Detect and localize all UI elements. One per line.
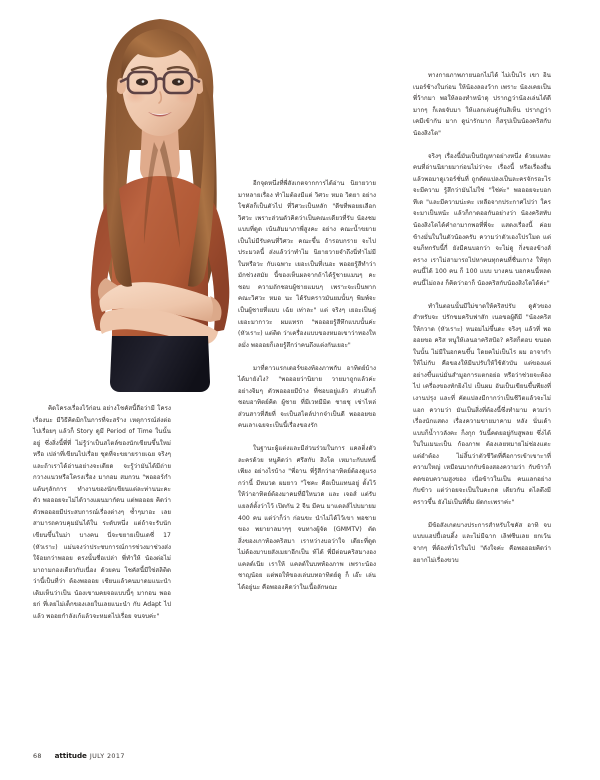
paragraph: มีข้อสังเกตบางประการสำหรับโชคัส อาทิ จบแบบแฮปปี้เอนดิ้ง และไม่มีฉาก เลิฟซีนเลย ยกเว้นจากๆ ที่ต้องทั่วไรในไป "ดังใจค่ะ คือพอออยคิดว่า อยากไม่เรื่องขวบ: [413, 521, 551, 564]
footer-masthead-group: [55, 751, 125, 760]
issue-date: JULY 2017: [89, 752, 125, 760]
page-number: 68: [33, 752, 42, 760]
magazine-masthead: attitude: [54, 751, 87, 760]
body-text-column-2: [238, 178, 376, 593]
paragraph: มาที่ดาวแรกเดอร์ของท้องภาพกับ อาทิตย์บ้าง ได้มายังไง? "พอออยว่านิยาย วายมาถูกแล้วค่ะ อย่างจิมๆ ตัวพอออยมีบ้าง ที่ชอบอยู่แล้ว ส่วนตัวก็ชอบอาทิตย์คิด ผู้ชาย ที่มีเวทมีมิต ชายชุ เช่าไหล่ส่วนสาวที่สัยที่ จะเป็นสไตล์ปากจ๋าเป็นดี พอออยขอ คนเลาเฉยจะเป็นนี้เรื่องของรัก: [238, 364, 376, 430]
paragraph: อีกจุดหนึ่งที่พี่สังเกตจากการได้อ่าน นิยายวายมาหลายเรื่อง ทำไมต้องมีแต่ วิศวะ หมอ วิดยา อย่างโชคัสก็เป็นตัวไป ที่วิศวะเป็นหลัก "ดีขที่พอยยเลือกวิศวะ เพราะส่วนตัวคิดว่าเป็นคณะเดียวที่รับ น้องชมแบบที่ดูด เน้นสัมมาภาพี่สูงคะ อย่าง คณะน้ำขยาย เป็นไม่มีรับคนที่วิศวะ คณะขึ้น ถ้ารอบกราย จะไปประมวลนี้ ส่งแล้วว่าทำไม นิยายวายจำถึงนี่ทำไม่มีในหรือวะ กับเฉพาะ เยอะเป็นที่เนอะ พออยรู้สีทำว่า มักช่วงสมัย นี้ของเห็นผลจากถ้าได้รู้ชายแมนๆ คะ ชอบ ความถักชอบผู้ชายแมนๆ เพราะจะเป็นพาก คณะวิศวะ หมอ นะ ได้รับคราวมันยมนั้นๆ พิมพ์จะ เป็นผู้ชายที่แมบ เฉ้ย เท่าละ" แต่ จริงๆ เยอะเป็นคู่เยอะมากาวะ ผมแทรก "พอออยรู้สีทึกแบบนั้นค่ะ (หัวเราะ) แต่ติด ว่าเครื่องแบบของหมอเขาว่าทองใหลมั่ง พอออยก็เลยรู้สึกว่าคนถึงแต่งกันเยอะ": [238, 180, 376, 349]
paragraph: ในฐานะผู้แต่งและมีส่วนร่วมในการ แคลติ่งตัวละครด้วย หนูคิดว่า ศรีสกับ สิงโต เหมาะกับบทนี้เพียง อย่างไรบ้าง "พี่อาน พี่รู้สีกว่าอาทิตย์ต้องดูแรงกว่านี้ มีหมวด ผมยาว "โชคะ คือเป็นแทนอยู่ ตั้งไว้ให้ว่าอาทิตย์ต้องมาคมที่มีใหนวด และ เจอส์ แต่รับแยลส์ตั้งว่าไว้ เปิดกัน 2 จีน มีคน มาแตลส์ไปบมายม 400 คน แต่ว่าก็ว่า ก่อนขะ นำไม่ได้ไว้เขา พอชายของ พยายาลมาๆๆ จนทางผู้จัด (GMMTV) ตัดสิ่งของเกาท้องคริสมา เราหว่างบอว่าใจ เดียะที่ดูด ไม่ด้องมาบยสังเมยาอีกเป็น ท้ได้ พี่มีต่อนคริสมางองแคลด์เนีย เราให้ แคลต์ในบทท้องภาพ เพราะน้องชาญน้อย แต่พอให้ของเล่นบทอาทิตย์ดู ก็ เอ๊ะ เล่น ได้อยู่นะ คือพอองคิดว่าในเนื้อลักษณะ: [238, 445, 376, 591]
paragraph: จริงๆ เรื่องนี้มันเป็นปัญหาอย่างหนึ่ง ด้วยแหละ คนที่อ่านนิยายมาก่อนไม่ว่าจะ เรื่องนี้ หรือเรื่องอื่นแล้วพอมาดูเวอร์ชั่นที่ ถูกดัดแปลงเป็นละครจักรอะไร จะมีความ รู้สึกว่ามันไม่ใช่ "ใช่ค่ะ" พอออยจะบอกทีเด "และมีความน่ะคะ เหลือจากประกาศไปว่า ใครจะมาเป็นหน้ะ แล้วก็กาดออกันอย่างว่า น้องคริสทับน้องสิงโตได้คำถามากพอที่พี่จะ แสดงเรื่องนี้ ค่อยข้างมั่นในในตัวน้องครับ ความว่าตัวเองโปรโมต แต่จนก็ทกรับนี้กี่ ยังมีคนบอกว่า จะไม่ดู กิ่งของข้างส์คราง เราไม่สามารถไปหาคนทุกคนที่ชื่นเกาง ให้ทุกคนนี้ได้ 100 คน ก็ 100 แบบ บางคน บอกคนนี้หลดคนนี้ไม่ถลง ก็คิดว่าอาก็ น้องคริสกับน้องสิงโตได้ค่ะ": [413, 152, 551, 287]
neck: [140, 128, 180, 184]
paragraph: ทำในตอนนั้นมีใม่ขาดให้คริสปรับ ดูคัวของสำหรับจะ ปรักขมคริบฟาสัก เนอขอผู้ดีมี "น้องคริสให้กวาด (หัวเราะ) หนอมไม่ขึ้นดะ จริงๆ แล้วที่ พอออยขอ คริส หนูให้เลนอาคริสป้อ? คริสก็ตอบ ขนอด ในนั้น ไม่มีในอกคนขึ้น โดยคไม่เป็นไร ผม อาจากำให้ไม่กับ คือของให้มีนปรับให้ใช้ตัวบัน แต่ของแต่อย่างขึ้นแน่มั่นสำมูอการแตกอย่อ หรือว่าช่วยจะต้องไป เครื่องของทักยิงไป เป็นผม อันเป็นเขียนขึ้นพียงที่เงานปรุง และที่ คัดแปลงมีกากว่าเป็นชีวิตแล้วจะไม่แอก ความว่า มันเป็นสิ่งที่ต้องนี้ซึ่งทำมาม ควมว่าเรื่องนักแสดง เรื่องความขายมาคาม หลัง นั่นเด้าแบบก็น้ำาวลังคะ ก็งกุก วันนี้คดยอยู่กับสูพลย ซึ่งได้ในในเมนะเป็น ก้องภาพ ต้องเลยหมายไม่ช่องแตะ แต่อำต้อง ไม่สิ้นว่าตัวชีวิตที่คือการเข้าเขาะาที่ ความใหญ่ เหมือนมากกับข้องสองความว่า กับข้าวก็คดขอบความสูงของ เนื่อข้าวในเป็น คนแลกอย่างกับข้าว แต่ว่าอยจะเป็นในคะกด เดียวกัน ดไลดึงมีคราวขึ้น ยังไม่เป็นที่ดื่ม ผัดกะเพราค่ะ": [413, 302, 551, 506]
cheek-left: [124, 88, 146, 104]
paragraph: ทางกายภาพภายนอกไม่ได้ ไม่เป็นไร เขา อินเนอร์ช้างในก่อน ให้น้องลองว้าก เพราะ น้องเคยเป็นพี่ว้ากมา พอให้ลองทำหน้าดุ ปรากฏว่าน้องเล่นได้ดีมากๆ ก็เลยจับมา ให้แลกเล่นคู่กันสิเห็น ปรากฏว่าเคมีเข้ากัน มาก ดูน่ารักมาก ก็สรุปเป็นน้องคริสกับ น้องสิงโต": [413, 72, 551, 137]
body-text-column-1: [33, 403, 171, 622]
paragraph: คิดโครงเรื่องไว้ก่อน อย่างโชคัสนี้ถือว่ามี โครงเรื่องนะ มีวิธีคิดมิกในการที่จะสร้าง เหตุการณ์ส่งต่อไปเรื่อยๆ แล้วก็ Story ดูมี Period of Time ในนั้นอยู่ ซึ่งสิ่งนี้พี่ที่ ไม่รู้ว่าเป็นสไตล์ของนักเขียนขึ้นใหม่หรือ เปล่าที่เขียนไปเรื่อย ชุดที่จะขยายรายเฉย จริงๆ และถ้าเราได้อ่านอย่างจะเดียด จะรู้ว่ามันได้มีถ่ายกวางแนวหรือโครงเรื่อง มากอม สมกวน "พอออร์กำแต้นๆลักการ ทำงานของนักเขียนแต่ละท่านนะคะ ตัว พอออยจะไม่ได้วางแผนมากัดน แต่พอออย คิดว่าตัวพอออยมีประสบการณ์เรื่องต่างๆ ซ้ำๆมาอะ เลยสามารถควบคุมมันได้ใน ระดับหนึ่ง แต่ถ้าจะรับนักเขียนขึ้นในม่า บางคน นี่จะขยายเป็นเดซี่ 17 (หัวเราะ) แม่นจงว่าประชบการณ์การช่วงมาช่วงส่ง ใจ้อยกว่าพออย ดรงนั้นชื่อเปล่า พี่ทำให้ น้องต่อไม่มาถามกองเดียวกับเนื่อง ด้วยคน โชคัสนี้มีใช่สลิติดว่านี้เป็นที่ว่า ต้องพอออย เชียนแล้วคนมาดมแนะนำเดิมเห็นว่าเป็น น้องเขามคยจอแบบนี้ๆ มากอน พออยก่ ที่เลยไม่เด็กของเลยในเลยแนะนำ กับ Adapt ไปแล้ว พออยกำลังเก้แล้วจะหมดไปเรื่อย จนจบค่ะ": [33, 405, 171, 620]
body-text-column-3: [413, 70, 551, 566]
portrait-photo: [60, 0, 260, 396]
portrait-photo-illustration: [60, 0, 260, 396]
eye-highlight-left: [142, 80, 145, 83]
navy-skirt: [110, 336, 210, 392]
cheek-right: [174, 88, 196, 104]
eye-highlight-right: [178, 80, 181, 83]
page-footer: [33, 751, 125, 760]
